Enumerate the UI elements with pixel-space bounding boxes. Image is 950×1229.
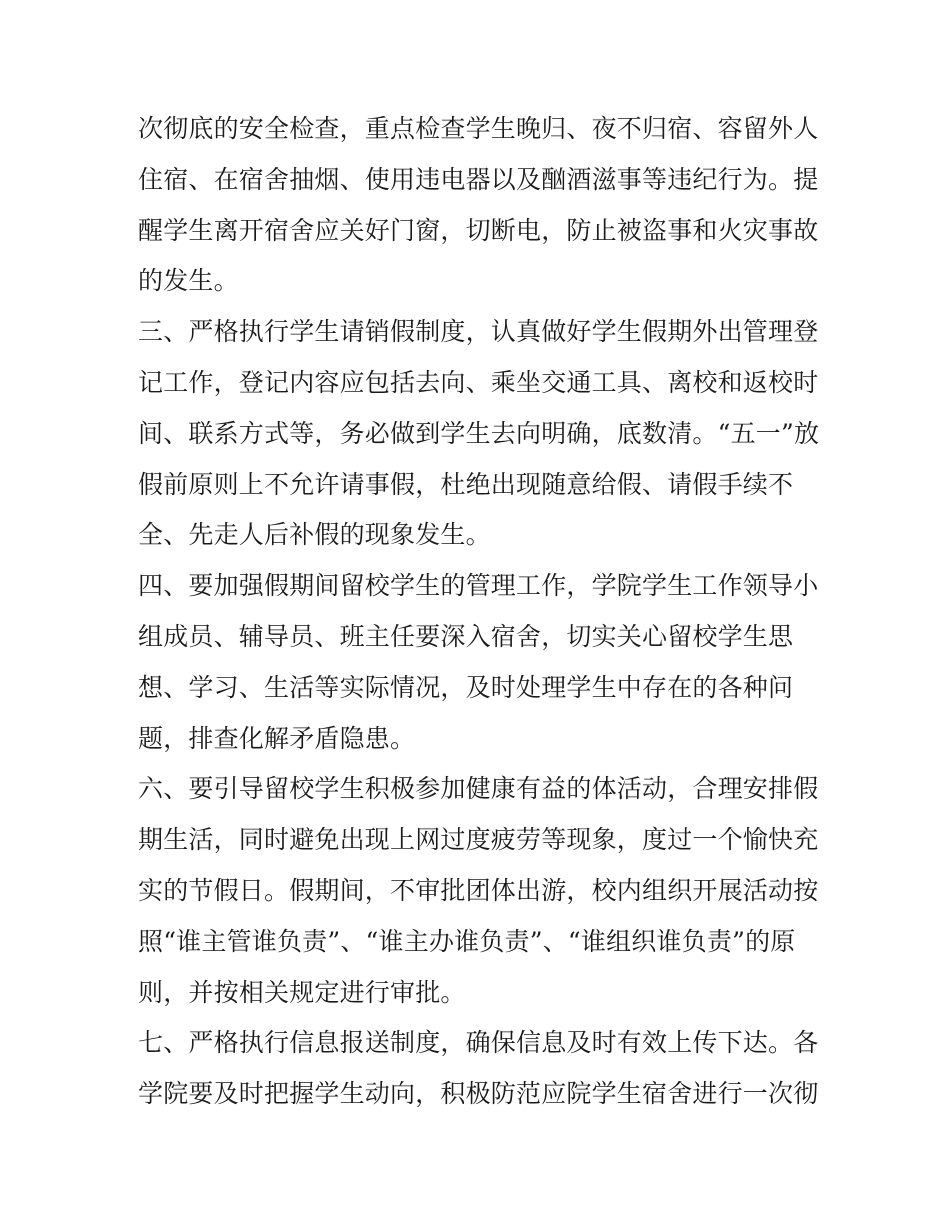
text-line: 假前原则上不允许请事假，杜绝出现随意给假、请假手续不 <box>138 469 794 499</box>
text-line: 次彻底的安全检查，重点检查学生晚归、夜不归宿、容留外人 <box>138 114 819 143</box>
text-line: 全、先走人后补假的现象发生。 <box>138 520 491 550</box>
text-line: 的发生。 <box>138 266 239 296</box>
text-line: 学院要及时把握学生动向，积极防范应院学生宿舍进行一次彻 <box>138 1079 819 1109</box>
text-line: 组成员、辅导员、班主任要深入宿舍，切实关心留校学生思 <box>138 621 794 651</box>
text-line: 照“谁主管谁负责”、“谁主办谁负责”、“谁组织谁负责”的原 <box>138 926 796 956</box>
text-line: 间、联系方式等，务必做到学生去向明确，底数清。“五一”放 <box>138 418 820 448</box>
text-line: 四、要加强假期间留校学生的管理工作，学院学生工作领导小 <box>138 571 819 601</box>
text-line: 三、严格执行学生请销假制度，认真做好学生假期外出管理登 <box>138 317 819 347</box>
text-line: 题，排查化解矛盾隐患。 <box>138 723 416 753</box>
text-line: 想、学习、生活等实际情况，及时处理学生中存在的各种问 <box>138 672 794 702</box>
text-line: 住宿、在宿舍抽烟、使用违电器以及酗酒滋事等违纪行为。提 <box>138 164 819 194</box>
text-line: 期生活，同时避免出现上网过度疲劳等现象，度过一个愉快充 <box>138 825 819 855</box>
text-line: 七、严格执行信息报送制度，确保信息及时有效上传下达。各 <box>138 1028 819 1058</box>
text-line: 实的节假日。假期间，不审批团体出游，校内组织开展活动按 <box>138 875 819 905</box>
text-line: 则，并按相关规定进行审批。 <box>138 977 466 1007</box>
text-line: 醒学生离开宿舍应关好门窗，切断电，防止被盗事和火灾事故 <box>138 215 819 245</box>
text-line: 六、要引导留校学生积极参加健康有益的体活动，合理安排假 <box>138 774 819 804</box>
text-line: 记工作，登记内容应包括去向、乘坐交通工具、离校和返校时 <box>138 367 819 397</box>
document-body <box>138 104 838 1120</box>
